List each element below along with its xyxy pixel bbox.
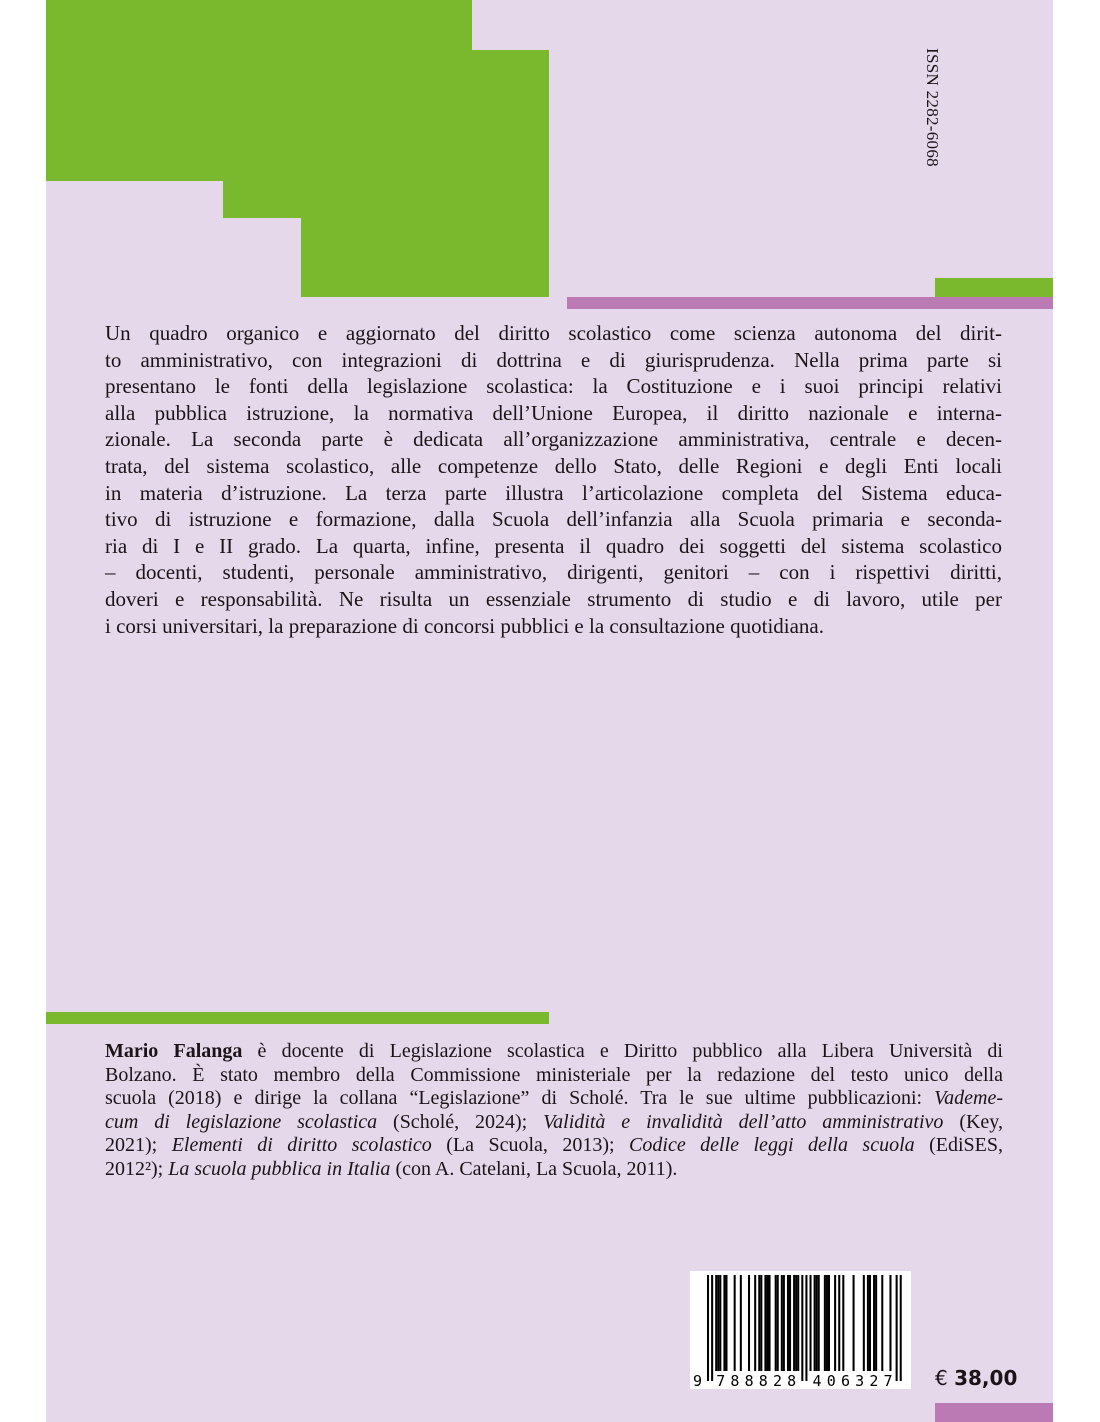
green-block-main xyxy=(46,50,549,181)
author-name: Mario Falanga xyxy=(105,1040,243,1062)
description-line: alla pubblica istruzione, la normativa dell’Unione Europea, il diritto nazionale e interna- xyxy=(105,400,1002,425)
barcode-bar xyxy=(863,1275,865,1371)
purple-accent-bottom xyxy=(935,1403,1053,1422)
bio-text: Bolzano. È stato membro della Commissione ministeriale per la redazione del testo unico della xyxy=(105,1063,1003,1086)
green-block-top xyxy=(46,0,472,50)
barcode-bar xyxy=(816,1275,818,1371)
bio-line xyxy=(105,1134,1003,1158)
barcode-bar xyxy=(725,1275,727,1371)
publication-title: Validità e invalidità dell’atto amministrativo xyxy=(543,1110,944,1133)
bio-line xyxy=(105,1064,1003,1088)
price xyxy=(935,1366,1017,1390)
barcode-bar xyxy=(805,1275,807,1381)
bio-text: (Key, xyxy=(943,1110,1004,1133)
bio-text: (EdiSES, xyxy=(914,1134,1004,1156)
barcode-bar xyxy=(826,1275,828,1371)
barcode-digits: 788828 xyxy=(716,1372,797,1389)
barcode-bar xyxy=(764,1275,766,1371)
barcode-bar xyxy=(787,1275,789,1371)
bio-line xyxy=(105,1111,1003,1135)
green-block-step1 xyxy=(223,181,549,218)
barcode-bar xyxy=(818,1275,820,1371)
bio-text: (con A. Catelani, La Scuola, 2011). xyxy=(390,1157,678,1180)
barcode-bar xyxy=(707,1275,709,1381)
barcode-bar xyxy=(814,1275,816,1371)
barcode-bar xyxy=(754,1275,756,1371)
barcode-bar xyxy=(881,1275,883,1371)
green-rule-middle xyxy=(46,1012,549,1024)
barcode-bar xyxy=(896,1275,898,1381)
issn-label xyxy=(922,48,942,168)
back-cover xyxy=(46,0,1053,1422)
barcode-bar xyxy=(740,1275,742,1371)
barcode-bar xyxy=(734,1275,736,1371)
barcode-digits: 9 xyxy=(693,1372,703,1389)
barcode-bar xyxy=(867,1275,869,1371)
book-description xyxy=(105,320,1002,639)
barcode-bar xyxy=(873,1275,875,1371)
author-bio xyxy=(105,1040,1003,1181)
publication-title: Vademe- xyxy=(934,1087,1003,1109)
description-line: doveri e responsabilità. Ne risulta un essenziale strumento di studio e di lavoro, utile per xyxy=(105,586,1002,611)
publication-title: La scuola pubblica in Italia xyxy=(168,1157,391,1180)
barcode-bar xyxy=(824,1275,826,1371)
isbn-barcode xyxy=(690,1271,911,1389)
barcode-bar xyxy=(769,1275,771,1371)
bio-text: 2021); xyxy=(105,1134,172,1156)
description-line: – docenti, studenti, personale amministrativo, dirigenti, genitori – con i rispettivi diritti, xyxy=(105,560,1002,585)
bio-text: scuola (2018) e dirige la collana “Legislazione” di Scholé. Tra le sue ultime pubblicazioni: xyxy=(105,1087,935,1109)
bio-text: 2012²); xyxy=(105,1157,169,1180)
description-line: zionale. La seconda parte è dedicata all’organizzazione amministrativa, centrale e decen- xyxy=(105,427,1002,452)
barcode-digits: 406327 xyxy=(812,1372,893,1389)
green-block-step2 xyxy=(301,218,549,297)
barcode-bar xyxy=(781,1275,783,1371)
bio-line xyxy=(105,1040,1003,1064)
barcode-bar xyxy=(719,1275,721,1371)
barcode-bar xyxy=(758,1275,760,1371)
barcode-bar xyxy=(900,1275,902,1381)
price-currency: € xyxy=(935,1366,948,1390)
barcode-bar xyxy=(766,1275,768,1371)
bio-text: (Scholé, 2024); xyxy=(377,1110,544,1133)
green-accent-small xyxy=(935,278,1053,297)
barcode-bar xyxy=(875,1275,877,1371)
bio-text: è docente di Legislazione scolastica e Diritto pubblico alla Libera Università di xyxy=(242,1040,1003,1062)
bio-text: (La Scuola, 2013); xyxy=(431,1134,630,1156)
bio-line xyxy=(105,1158,1003,1182)
barcode-bar xyxy=(795,1275,797,1371)
description-line: presentano le fonti della legislazione scolastica: la Costituzione e i suoi principi relativi xyxy=(105,374,1002,399)
barcode-bar xyxy=(810,1275,812,1371)
description-line: ria di I e II grado. La quarta, infine, presenta il quadro dei soggetti del sistema scolastico xyxy=(105,533,1002,558)
publication-title: cum di legislazione scolastica xyxy=(105,1110,378,1133)
barcode-bar xyxy=(723,1275,725,1371)
barcode-bar xyxy=(828,1275,830,1371)
barcode-bar xyxy=(853,1275,855,1371)
barcode-bar xyxy=(889,1275,891,1371)
barcode-bar xyxy=(711,1275,713,1381)
description-line: to amministrativo, con integrazioni di dottrina e di giurisprudenza. Nella prima parte si xyxy=(105,347,1002,372)
barcode-bar xyxy=(717,1275,719,1371)
barcode-bar xyxy=(775,1275,777,1371)
barcode-bar xyxy=(842,1275,844,1371)
barcode-bar xyxy=(793,1275,795,1371)
barcode-bar xyxy=(777,1275,779,1371)
barcode-bar xyxy=(797,1275,799,1371)
barcode-bar xyxy=(789,1275,791,1371)
description-line: i corsi universitari, la preparazione di concorsi pubblici e la consultazione quotidiana. xyxy=(105,613,825,638)
description-line: Un quadro organico e aggiornato del diritto scolastico come scienza autonoma del dirit- xyxy=(105,321,1002,345)
barcode-bar xyxy=(783,1275,785,1371)
barcode-bar xyxy=(838,1275,840,1371)
purple-rule-top xyxy=(567,297,1053,309)
description-line: trata, del sistema scolastico, alle competenze dello Stato, delle Regioni e degli Enti locali xyxy=(105,453,1002,478)
price-amount: 38,00 xyxy=(954,1366,1018,1390)
issn-text: ISSN 2282-6068 xyxy=(923,48,942,167)
barcode-bar xyxy=(715,1275,717,1371)
barcode-bar xyxy=(801,1275,803,1381)
barcode-bar xyxy=(869,1275,871,1371)
description-line: in materia d’istruzione. La terza parte illustra l’articolazione completa del Sistema educa- xyxy=(105,480,1002,505)
publication-title: Codice delle leggi della scuola xyxy=(629,1134,915,1156)
barcode-bar xyxy=(748,1275,750,1371)
barcode-bar xyxy=(834,1275,836,1371)
barcode-bar xyxy=(760,1275,762,1371)
description-line: tivo di istruzione e formazione, dalla Scuola dell’infanzia alla Scuola primaria e seconda- xyxy=(105,507,1002,532)
barcode-bars xyxy=(690,1271,911,1389)
publication-title: Elementi di diritto scolastico xyxy=(171,1134,432,1156)
bio-line xyxy=(105,1087,1003,1111)
